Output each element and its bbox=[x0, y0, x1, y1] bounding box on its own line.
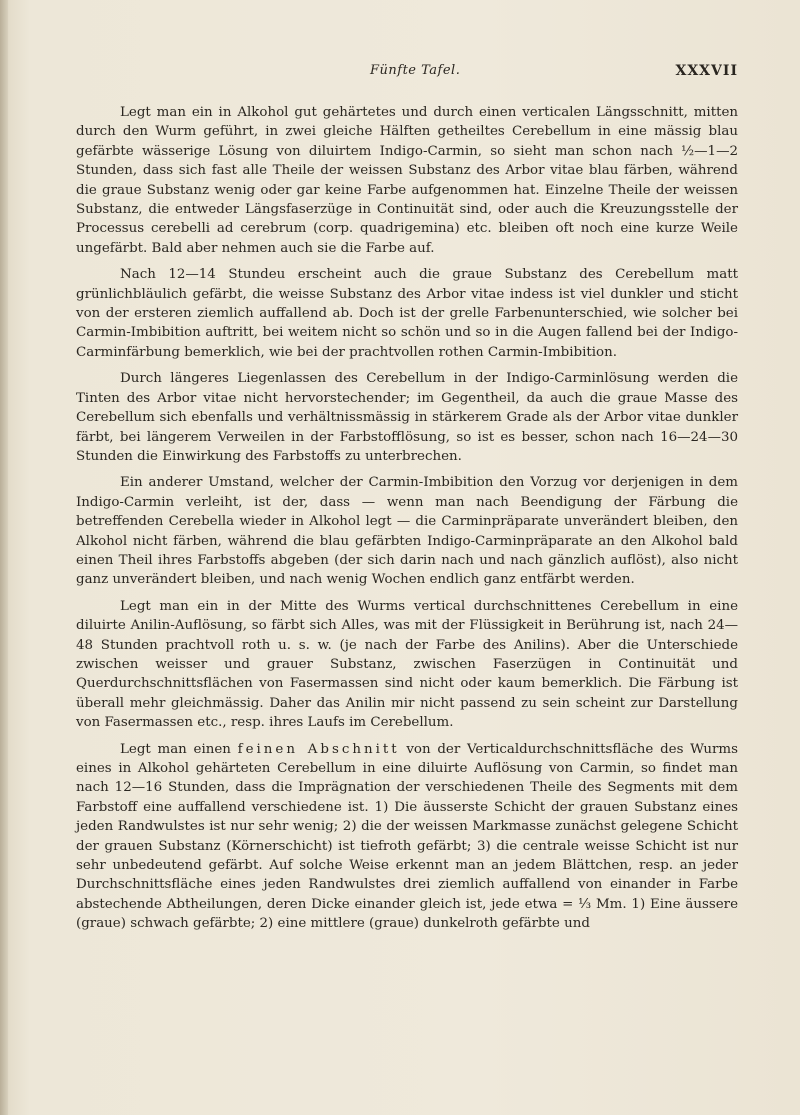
emphasized-phrase: feinen Abschnitt bbox=[237, 741, 400, 757]
paragraph bbox=[76, 740, 738, 934]
page-number: XXXVII bbox=[675, 63, 738, 79]
paragraph: Ein anderer Umstand, welcher der Carmin-Imbibition den Vorzug vor derjenigen in dem Indigo-Carmin verleiht, ist der, dass — wenn man nach Beendigung der Färbung die betreffenden Cerebella wieder in Alkohol legt — die Carminpräparate unverändert bleiben, den Alkohol nicht färben, während die blau gefärbten Indigo-Carminpräparate an den Alkohol bald einen Theil ihres Farbstoffs abgeben (der sich darin nach und nach gänzlich auflöst), also nicht ganz unverändert bleiben, und nach wenig Wochen endlich ganz entfärbt werden. bbox=[76, 475, 738, 588]
paragraph: Durch längeres Liegenlassen des Cerebellum in der Indigo-Carminlösung werden die Tinten des Arbor vitae nicht hervorstechender; im Gegentheil, da auch die graue Masse des Cerebellum sich ebenfalls und verhältnissmässig in stärkerem Grade als der Arbor vitae dunkler färbt, bei längerem Verweilen in der Farbstofflösung, so ist es besser, schon nach 16—24—30 Stunden die Einwirkung des Farbstoffs zu unterbrechen. bbox=[76, 371, 738, 464]
body-text bbox=[76, 103, 738, 941]
paragraph-rest: von der Verticaldurchschnittsfläche des Wurms eines in Alkohol gehärteten Cerebellum in eine diluirte Auflösung von Carmin, so findet man nach 12—16 Stunden, dass die Imprägnation der verschiedenen Theile des Segments mit dem Farbstoff eine auffallend verschiedene ist. 1) Die äusserste Schicht der grauen Substanz eines jeden Randwulstes ist nur sehr wenig; 2) die der weissen Markmasse zunächst gelegene Schicht der grauen Substanz (Körnerschicht) ist tiefroth gefärbt; 3) die centrale weisse Schicht ist nur sehr unbedeutend gefärbt. Auf solche Weise erkennt man an jedem Blättchen, resp. an jeder Durchschnittsfläche eines jeden Randwulstes drei ziemlich auffallend von einander in Farbe abstechende Abtheilungen, deren Dicke einander gleich ist, jede etwa = ⅓ Mm. 1) Eine äussere (graue) schwach gefärbte; 2) eine mittlere (graue) dunkelroth gefärbte und bbox=[76, 741, 738, 932]
page-header bbox=[76, 63, 738, 85]
page-binding-edge bbox=[0, 0, 8, 1115]
running-title: Fünfte Tafel. bbox=[370, 63, 461, 78]
paragraph: Legt man ein in der Mitte des Wurms vertical durchschnittenes Cerebellum in eine diluirte Anilin-Auflösung, so färbt sich Alles, was mit der Flüssigkeit in Berührung ist, nach 24—48 Stunden prachtvoll roth u. s. w. (je nach der Farbe des Anilins). Aber die Unterschiede zwischen weisser und grauer Substanz, zwischen Faserzügen in Continuität und Querdurchschnittsflächen von Fasermassen sind nicht oder kaum bemerklich. Die Färbung ist überall mehr gleichmässig. Daher das Anilin mir nicht passend zu sein scheint zur Darstellung von Fasermassen etc., resp. ihres Laufs im Cerebellum. bbox=[76, 598, 738, 731]
paragraph: Nach 12—14 Stundeu erscheint auch die graue Substanz des Cerebellum matt grünlichbläulich gefärbt, die weisse Substanz des Arbor vitae indess ist viel dunkler und sticht von der ersteren ziemlich auffallend ab. Doch ist der grelle Farbenunterschied, wie solcher bei Carmin-Imbibition auftritt, bei weitem nicht so schön und so in die Augen fallend bei der Indigo-Carminfärbung bemerklich, wie bei der prachtvollen rothen Carmin-Imbibition. bbox=[76, 267, 738, 360]
paragraph-lead: Legt man einen bbox=[120, 741, 231, 757]
paragraph: Legt man ein in Alkohol gut gehärtetes und durch einen verticalen Längsschnitt, mitten durch den Wurm geführt, in zwei gleiche Hälften getheiltes Cerebellum in eine mässig blau gefärbte wässerige Lösung von diluirtem Indigo-Carmin, so sieht man schon nach ½—1—2 Stunden, dass sich fast alle Theile der weissen Substanz des Arbor vitae blau färben, während die graue Substanz wenig oder gar keine Farbe aufgenommen hat. Einzelne Theile der weissen Substanz, die entweder Längsfaserzüge in Continuität sind, oder auch die Kreuzungsstelle der Processus cerebelli ad cerebrum (corp. quadrigemina) etc. bleiben oft noch eine kurze Weile ungefärbt. Bald aber nehmen auch sie die Farbe auf. bbox=[76, 105, 738, 256]
